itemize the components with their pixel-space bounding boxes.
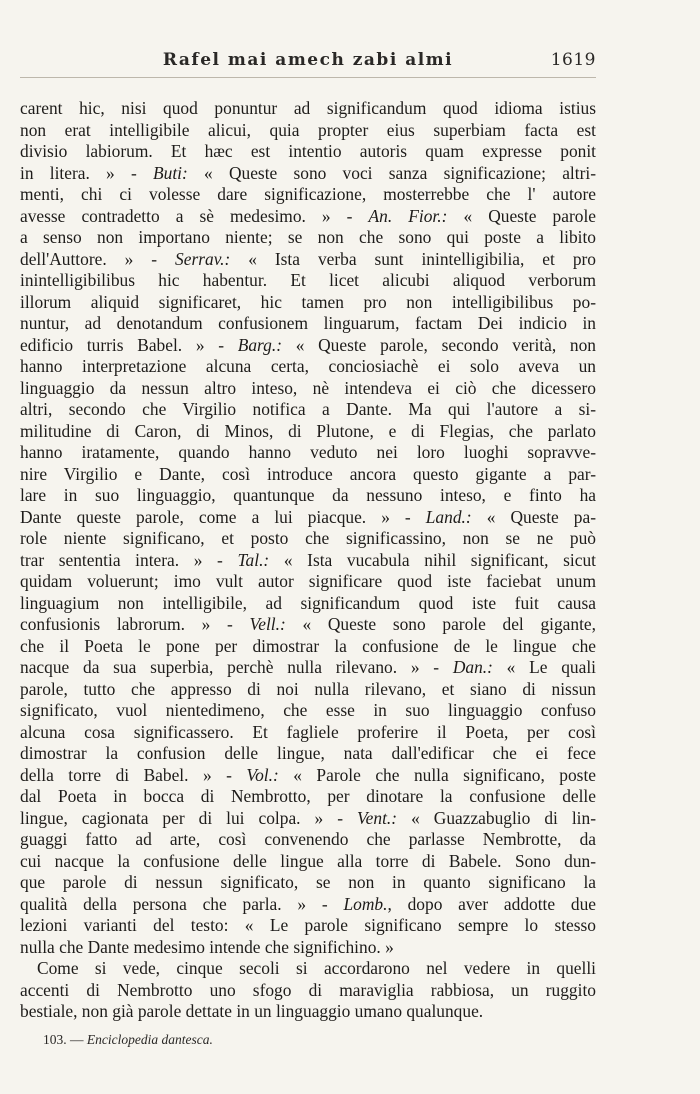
page-number: 1619	[550, 50, 596, 70]
text-segment: « Le quali	[492, 657, 596, 677]
text-line	[20, 872, 596, 894]
text-segment: dal Poeta in bocca di Nembrotto, per dinotare la confusione delle	[20, 786, 596, 806]
citation-source: Vol.:	[246, 764, 279, 785]
text-line	[20, 378, 596, 400]
text-line	[20, 829, 596, 851]
text-line	[20, 571, 596, 593]
text-segment: illorum aliquid significaret, hic tamen pro non intelligibilibus po-	[20, 291, 596, 312]
text-line	[20, 593, 596, 615]
citation-source: Lomb.	[343, 893, 388, 914]
text-line	[20, 808, 596, 830]
text-line	[20, 722, 596, 744]
text-line	[20, 550, 596, 572]
text-line	[20, 206, 596, 228]
text-line	[20, 700, 596, 722]
text-segment: « Queste parole, secondo verità, non	[282, 334, 596, 355]
text-segment: role niente significano, et posto che significassino, non se ne può	[20, 528, 596, 548]
text-segment: nacque da sua superbia, perchè nulla rilevano. » -	[20, 657, 453, 677]
text-line	[20, 163, 596, 185]
citation-source: Barg.:	[237, 334, 282, 355]
text-segment: hanno iratamente, quando hanno veduto nei loro luoghi sopravve-	[20, 442, 596, 462]
text-line	[20, 679, 596, 701]
text-segment: « Ista verba sunt inintelligibilia, et pro	[230, 248, 596, 269]
text-line	[20, 851, 596, 873]
text-segment: « Queste parole	[447, 205, 596, 226]
text-segment: lingue, cagionata per di lui colpa. » -	[20, 807, 357, 828]
text-segment: Dante queste parole, come a lui piacque. » -	[20, 506, 426, 527]
text-line	[20, 335, 596, 357]
text-line	[20, 958, 596, 980]
text-segment: , dopo aver addotte due	[387, 893, 596, 914]
citation-source: Buti:	[153, 162, 188, 183]
text-line	[20, 356, 596, 378]
text-line	[20, 1001, 596, 1023]
text-segment: accenti di Nembrotto uno sfogo di maraviglia rabbiosa, un ruggito	[20, 979, 596, 1000]
running-title: Rafel mai amech zabi almi	[162, 50, 454, 70]
citation-source: Land.:	[425, 506, 472, 527]
text-segment: bestiale, non già parole dettate in un linguaggio umano qualunque.	[20, 1001, 484, 1021]
text-segment: « Ista vucabula nihil significant, sicut	[269, 549, 596, 570]
text-line	[20, 141, 596, 163]
text-segment: dimostrar la confusion delle lingue, nata dall'edificar che ei fece	[20, 743, 596, 763]
text-segment: hanno interpretazione alcuna certa, conciosiachè ei solo aveva un	[20, 356, 596, 376]
text-segment: avesse contradetto a sè medesimo. » -	[20, 205, 369, 226]
text-line	[20, 743, 596, 765]
text-segment: nire Virgilio e Dante, così introduce ancora questo gigante a par-	[20, 463, 596, 484]
text-segment: inintelligibilibus hic habentur. Et licet alicubi aliquod verborum	[20, 270, 596, 290]
text-line	[20, 894, 596, 916]
citation-source: Serrav.:	[175, 248, 231, 269]
text-line	[20, 120, 596, 142]
text-line	[20, 765, 596, 787]
text-segment: in litera. » -	[20, 162, 154, 183]
text-line	[20, 313, 596, 335]
text-segment: carent hic, nisi quod ponuntur ad significandum quod idioma istius	[20, 98, 596, 118]
text-segment: guaggi fatto ad arte, così convenendo che parlasse Nembrotte, da	[20, 829, 596, 849]
text-line	[20, 786, 596, 808]
text-line	[20, 507, 596, 529]
text-segment: quidam voluerunt; imo vult autor significare quod iste faciebat unum	[20, 571, 596, 591]
text-segment: trar sententia intera. » -	[20, 549, 238, 570]
text-segment: divisio labiorum. Et hæc est intentio autoris quam expresse ponit	[20, 141, 596, 161]
text-segment: confusionis labrorum. » -	[20, 614, 250, 634]
citation-source: Tal.:	[237, 549, 270, 570]
text-line	[20, 292, 596, 314]
body-text	[20, 98, 596, 1023]
text-segment: lare in suo linguaggio, quantunque da nessuno inteso, e finto ha	[20, 485, 596, 505]
text-segment: militudine di Caron, di Minos, di Plutone, e di Flegias, che parlato	[20, 420, 596, 441]
text-segment: significato, vuol nientedimeno, che esse in suo linguaggio confuso	[20, 700, 596, 720]
text-segment: nulla che Dante medesimo intende che significhino. »	[20, 936, 394, 957]
page-header	[20, 50, 596, 80]
footer-number: 103. —	[43, 1032, 84, 1047]
text-line	[20, 227, 596, 249]
text-segment: cui nacque la confusione delle lingue alla torre di Babele. Sono dun-	[20, 850, 596, 871]
text-line	[20, 399, 596, 421]
text-segment: nuntur, ad denotandum confusionem linguarum, factam Dei indicio in	[20, 313, 596, 333]
text-line	[20, 485, 596, 507]
text-line	[20, 915, 596, 937]
text-segment: altri, secondo che Virgilio notifica a Dante. Ma qui l'autore a si-	[20, 399, 596, 419]
text-segment: parole, tutto che appresso di noi nulla rilevano, et siano di nissun	[20, 678, 596, 699]
text-segment: linguagium non intelligibile, ad significandum quod iste fuit causa	[20, 592, 596, 613]
text-line	[20, 528, 596, 550]
text-line	[20, 184, 596, 206]
text-segment: « Queste pa-	[471, 506, 596, 527]
footer-title: Enciclopedia dantesca.	[86, 1032, 213, 1047]
citation-source: Vell.:	[249, 614, 286, 634]
text-segment: alcuna cosa significassero. Et fagliele proferire il Poeta, per così	[20, 721, 596, 742]
text-segment: que parole di nessun significato, se non in quanto significano la	[20, 872, 596, 892]
text-segment: dell'Auttore. » -	[20, 248, 176, 269]
text-line	[20, 421, 596, 443]
citation-source: An. Fior.:	[368, 205, 448, 226]
citation-source: Dan.:	[452, 657, 493, 677]
text-segment: menti, chi ci volesse dare significazione, mosterrebbe che l' autore	[20, 184, 596, 204]
citation-source: Vent.:	[356, 807, 398, 828]
header-rule	[20, 77, 596, 78]
text-segment: « Queste sono parole del gigante,	[285, 614, 596, 634]
text-line	[20, 98, 596, 120]
text-segment: non erat intelligibile alicui, quia propter eius superbiam facta est	[20, 119, 596, 140]
text-segment: della torre di Babel. » -	[20, 764, 247, 785]
text-line	[20, 636, 596, 658]
text-line	[20, 937, 596, 959]
text-segment: « Parole che nulla significano, poste	[278, 764, 596, 785]
text-line	[20, 980, 596, 1002]
text-segment: edificio turris Babel. » -	[20, 334, 238, 355]
text-segment: lezioni varianti del testo: « Le parole significano sempre lo stesso	[20, 915, 596, 935]
text-line	[20, 270, 596, 292]
text-segment: qualità della persona che parla. » -	[20, 893, 344, 914]
text-line	[20, 464, 596, 486]
text-line	[20, 657, 596, 679]
text-line	[20, 614, 596, 636]
text-line	[20, 442, 596, 464]
text-segment: « Guazzabuglio di lin-	[397, 807, 596, 828]
text-segment: Come si vede, cinque secoli si accordarono nel vedere in quelli	[37, 958, 596, 978]
text-segment: « Queste sono voci sanza significazione; altri-	[187, 162, 596, 183]
text-segment: che il Poeta le pone per dimostrar la confusione de le lingue che	[20, 635, 596, 656]
text-segment: a senso non importano niente; se non che sono qui poste a libito	[20, 227, 596, 247]
footer-note	[43, 1032, 213, 1048]
text-line	[20, 249, 596, 271]
text-segment: linguaggio da nessun altro inteso, nè intendeva ei ciò che dicessero	[20, 377, 596, 398]
